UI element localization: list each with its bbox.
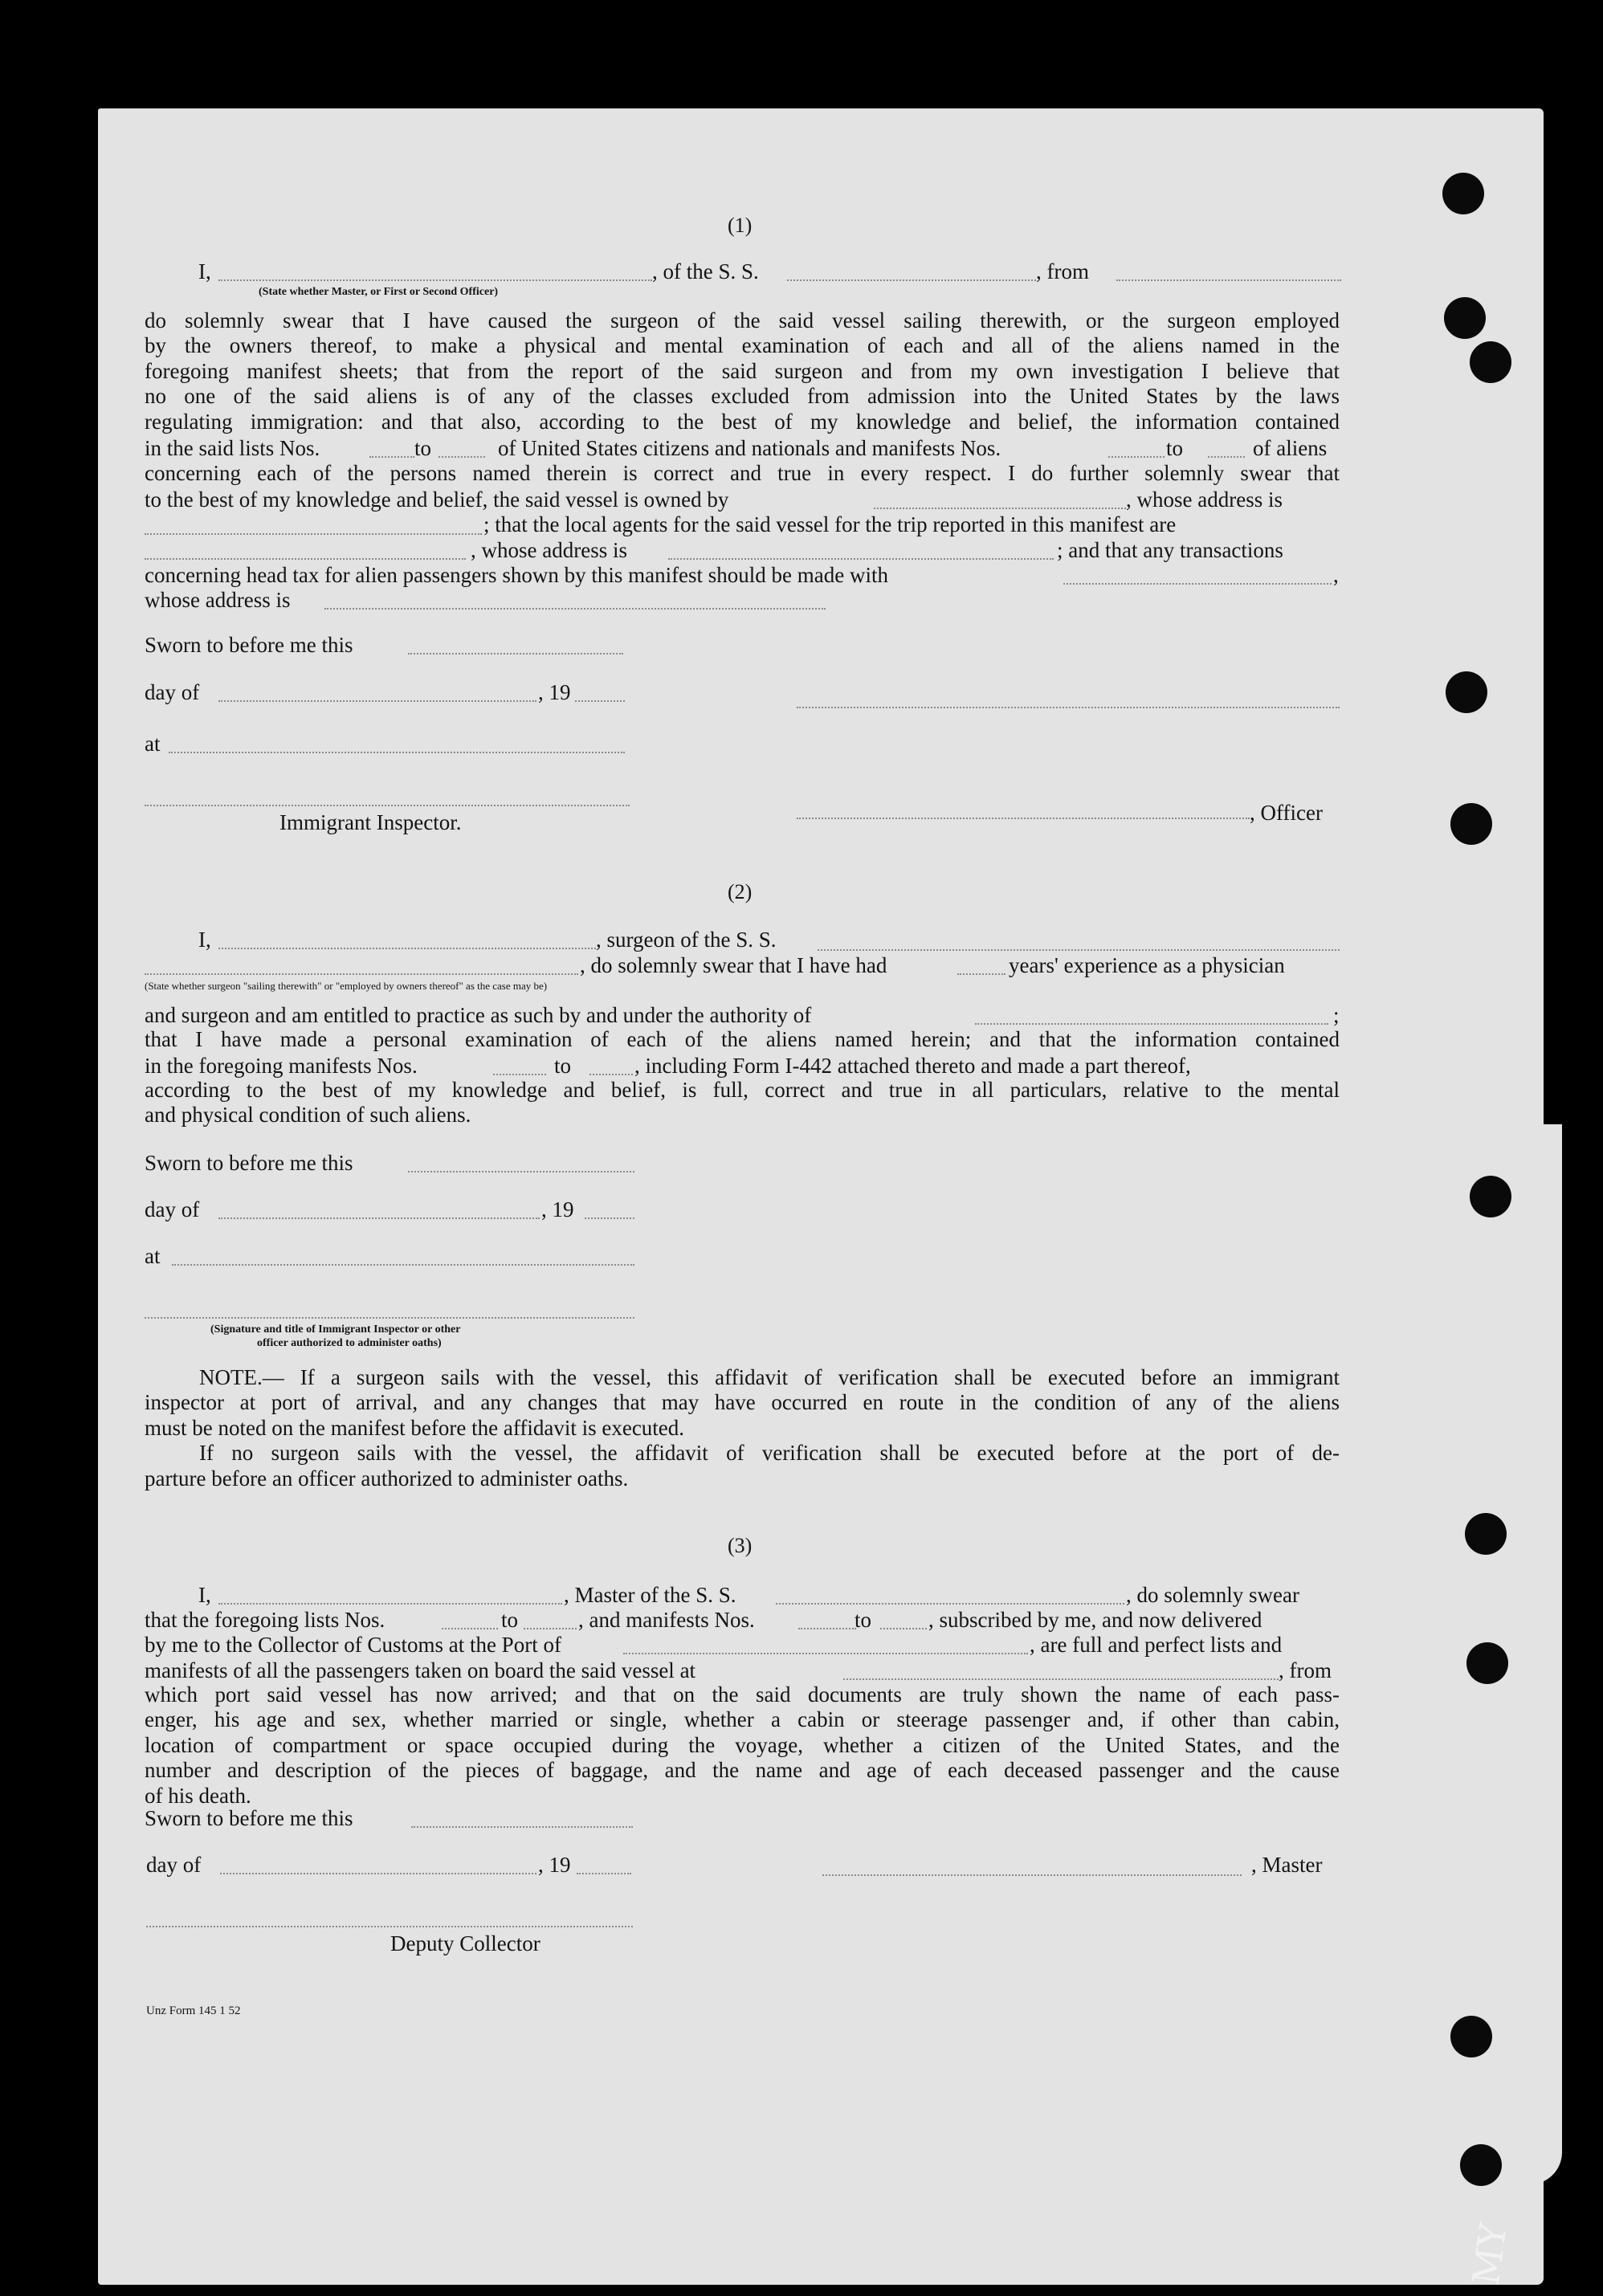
s3-oath-paragraph <box>145 1682 1340 1809</box>
s1-day-field[interactable] <box>218 700 536 702</box>
s1-officer-note: (State whether Master, or First or Second Officer) <box>259 286 499 298</box>
s2-manifests-to: to <box>554 1054 572 1078</box>
s1-whose-address-field[interactable] <box>324 608 826 610</box>
s3-master-label: , Master of the S. S. <box>564 1583 736 1607</box>
s1-head-tax-label: concerning head tax for alien passengers shown by this manifest should be made with <box>145 563 889 587</box>
s1-inspector-label: Immigrant Inspector. <box>279 810 462 834</box>
s3-lists-to-field[interactable] <box>524 1628 577 1629</box>
s2-sworn-date-field[interactable] <box>408 1171 634 1172</box>
s1-from-field[interactable] <box>1116 279 1341 281</box>
s2-day-of-label: day of <box>145 1197 200 1221</box>
s1-officer-signature-field[interactable] <box>797 707 1340 708</box>
s3-sworn-label: Sworn to before me this <box>145 1806 353 1830</box>
s3-collector-label: Deputy Collector <box>390 1931 540 1955</box>
s1-agents-address-field[interactable] <box>668 558 1054 560</box>
section-3-heading: (3) <box>728 1534 753 1557</box>
s3-board-field[interactable] <box>843 1678 1279 1680</box>
s2-manifests-label: in the foregoing manifests Nos. <box>145 1054 418 1078</box>
s1-correct-paragraph <box>145 461 1340 486</box>
section-1-heading: (1) <box>728 214 753 237</box>
punch-hole <box>1470 1176 1511 1217</box>
s3-subscribed-label: , subscribed by me, and now delivered <box>928 1608 1262 1632</box>
s2-vessel-field[interactable] <box>818 949 1340 951</box>
s3-port-label: by me to the Collector of Customs at the Port of <box>145 1633 561 1657</box>
s2-note-paragraph <box>145 1365 1340 1491</box>
document-page-edge <box>1514 1124 1562 2184</box>
s2-authority-semicolon: ; <box>1333 1003 1340 1027</box>
s2-at-label: at <box>145 1244 161 1268</box>
s1-transactions-label: ; and that any transactions <box>1057 538 1283 562</box>
s2-note-line: If no surgeon sails with the vessel, the affidavit of verification shall be executed before at the port of de- <box>199 1441 1340 1466</box>
s2-manifests-from-field[interactable] <box>493 1074 546 1075</box>
s1-agents-label: ; that the local agents for the said vessel for the trip reported in this manifest are <box>483 512 1177 536</box>
s3-manifests-from-field[interactable] <box>798 1628 856 1629</box>
s2-exam-paragraph <box>145 1027 1340 1052</box>
s3-lists-from-field[interactable] <box>442 1628 498 1629</box>
punch-hole <box>1450 2016 1492 2057</box>
s1-owner-address-label: , whose address is <box>1126 487 1283 512</box>
s1-oath-line: do solemnly swear that I have caused the surgeon of the said vessel sailing therewith, or the surgeon employed <box>145 308 1340 332</box>
s1-year-field[interactable] <box>575 700 625 702</box>
s1-oath-line: foregoing manifest sheets; that from the report of the said surgeon and from my own investigation I believe that <box>145 358 1340 383</box>
s1-i-label: I, <box>198 259 211 283</box>
s2-signature-note: officer authorized to administer oaths) <box>257 1337 442 1349</box>
s2-surgeon-label: , surgeon of the S. S. <box>596 928 777 952</box>
s1-agents-field[interactable] <box>145 558 466 560</box>
s1-oath-paragraph <box>145 308 1340 434</box>
s3-oath-line: which port said vessel has now arrived; and that on the said documents are truly shown the name of each pass- <box>145 1682 1340 1707</box>
s2-note-line: NOTE.— If a surgeon sails with the vessel, this affidavit of verification shall be executed before an immigrant <box>199 1365 1340 1389</box>
s3-master-signature-field[interactable] <box>822 1874 1242 1876</box>
s1-oath-line: by the owners thereof, to make a physical and mental examination of each and all of the aliens named in the <box>145 333 1340 358</box>
s1-sworn-label: Sworn to before me this <box>145 633 353 657</box>
punch-hole <box>1470 341 1511 383</box>
s1-officer-title-field[interactable] <box>797 818 1250 819</box>
s2-year-field[interactable] <box>585 1217 634 1219</box>
s2-note-line: must be noted on the manifest before the affidavit is executed. <box>145 1415 685 1440</box>
punch-hole <box>1444 297 1486 339</box>
s2-belief-line: according to the best of my knowledge and belief, is full, correct and true in all particulars, relative to the mental <box>145 1078 1340 1102</box>
s1-head-tax-field[interactable] <box>1063 583 1332 585</box>
s2-signature-note: (Signature and title of Immigrant Inspector or other <box>210 1323 461 1336</box>
s2-authority-label: and surgeon and am entitled to practice as such by and under the authority of <box>145 1003 812 1027</box>
s2-day-field[interactable] <box>218 1217 540 1219</box>
s2-experience-label: years' experience as a physician <box>1009 953 1285 977</box>
s2-manifests-to-field[interactable] <box>589 1074 633 1075</box>
s2-swear-label: , do solemnly swear that I have had <box>580 953 887 977</box>
s1-at-label: at <box>145 732 161 756</box>
s1-inspector-signature-field[interactable] <box>145 805 630 806</box>
s1-owner-address-field[interactable] <box>145 533 482 535</box>
s1-lists-from-field[interactable] <box>369 456 414 458</box>
s1-vessel-field[interactable] <box>787 279 1036 281</box>
punch-hole <box>1442 173 1484 214</box>
s3-manifests-to-field[interactable] <box>880 1628 927 1629</box>
s1-head-tax-comma: , <box>1333 563 1339 587</box>
s3-oath-line: enger, his age and sex, whether married or single, whether a cabin or steerage passenger and, if other than cabin, <box>145 1707 1340 1732</box>
s1-day-of-label: day of <box>145 680 200 704</box>
s3-full-lists-label: , are full and perfect lists and <box>1030 1633 1283 1657</box>
s2-belief-paragraph <box>145 1078 1340 1128</box>
s1-manifests-to: to <box>1166 436 1184 460</box>
s2-years-field[interactable] <box>957 973 1005 975</box>
s2-sworn-label: Sworn to before me this <box>145 1151 353 1175</box>
s1-manifests-to-field[interactable] <box>1208 456 1245 458</box>
s1-of-ss-label: , of the S. S. <box>652 259 759 283</box>
s2-belief-line: and physical condition of such aliens. <box>145 1103 471 1128</box>
s2-surgeon-note: (State whether surgeon "sailing therewith" or "employed by owners thereof" as the case may be) <box>145 980 548 992</box>
s2-form-label: , including Form I-442 attached thereto and made a part thereof, <box>634 1054 1191 1078</box>
s3-from-label: , from <box>1279 1658 1332 1682</box>
s2-signature-field[interactable] <box>145 1317 634 1319</box>
s1-aliens-label: of aliens <box>1253 436 1328 460</box>
punch-hole <box>1450 803 1492 845</box>
s1-lists-label: in the said lists Nos. <box>145 436 320 460</box>
s2-year-label: , 19 <box>541 1197 574 1221</box>
s2-note-line: parture before an officer authorized to administer oaths. <box>145 1466 629 1491</box>
s3-year-field[interactable] <box>577 1873 631 1874</box>
s3-master-sig-label: , Master <box>1251 1853 1323 1877</box>
s3-oath-line: location of compartment or space occupied during the voyage, whether a citizen of the United States, and the <box>145 1732 1340 1757</box>
s2-note-line: inspector at port of arrival, and any changes that may have occurred en route in the condition of any of the aliens <box>145 1390 1340 1415</box>
s2-surgeon-name-field[interactable] <box>218 948 596 949</box>
punch-hole <box>1460 2144 1502 2186</box>
punch-hole <box>1446 671 1487 713</box>
s1-oath-line: regulating immigration: and that also, according to the best of my knowledge and belief, the information contained <box>145 409 1340 434</box>
s1-owned-label: to the best of my knowledge and belief, the said vessel is owned by <box>145 487 729 512</box>
s1-manifests-from-field[interactable] <box>1108 456 1165 458</box>
s1-year-label: , 19 <box>538 680 571 704</box>
s1-correct-line: concerning each of the persons named therein is correct and true in every respect. I do further solemnly swear that <box>145 461 1340 485</box>
s3-manifests-to: to <box>855 1608 872 1632</box>
s2-i-label: I, <box>198 928 211 952</box>
s1-officer-field[interactable] <box>218 279 652 281</box>
s1-lists-to-field[interactable] <box>438 456 485 458</box>
s3-i-label: I, <box>198 1583 211 1607</box>
s3-master-name-field[interactable] <box>218 1603 562 1605</box>
s3-day-field[interactable] <box>220 1873 536 1874</box>
s3-collector-signature-field[interactable] <box>146 1926 633 1927</box>
s3-manifests-label: , and manifests Nos. <box>578 1608 755 1632</box>
s1-oath-line: no one of the said aliens is of any of the classes excluded from admission into the United States by the laws <box>145 384 1340 409</box>
s3-year-label: , 19 <box>538 1853 571 1877</box>
s1-lists-to: to <box>414 436 432 460</box>
s2-exam-line: that I have made a personal examination of each of the aliens named herein; and that the information contained <box>145 1027 1340 1051</box>
s2-at-field[interactable] <box>172 1264 634 1266</box>
s3-port-field[interactable] <box>623 1653 1028 1654</box>
s3-sworn-date-field[interactable] <box>411 1826 633 1828</box>
s1-owner-field[interactable] <box>874 508 1126 509</box>
margin-handwriting: MY <box>1463 2220 1515 2289</box>
section-2-heading: (2) <box>728 880 753 903</box>
s1-sworn-date-field[interactable] <box>408 653 623 655</box>
s3-lists-label: that the foregoing lists Nos. <box>145 1608 385 1632</box>
s3-oath-line: of his death. <box>145 1783 251 1808</box>
s3-vessel-field[interactable] <box>776 1603 1124 1605</box>
s1-at-field[interactable] <box>169 752 625 753</box>
punch-hole <box>1465 1513 1507 1555</box>
s3-day-of-label: day of <box>146 1853 202 1877</box>
s1-agents-address-label: , whose address is <box>471 538 627 562</box>
s1-citizens-label: of United States citizens and nationals and manifests Nos. <box>498 436 1001 460</box>
s1-whose-address-label: whose address is <box>145 588 291 612</box>
s1-from-label: , from <box>1036 259 1089 283</box>
s3-swear-label: , do solemnly swear <box>1126 1583 1299 1607</box>
s1-officer-label: , Officer <box>1250 801 1323 825</box>
punch-hole <box>1466 1642 1508 1684</box>
s2-surgeon-type-field[interactable] <box>145 973 578 975</box>
s3-board-label: manifests of all the passengers taken on board the said vessel at <box>145 1658 696 1682</box>
s3-oath-line: number and description of the pieces of baggage, and the name and age of each deceased passenger and the cause <box>145 1758 1340 1783</box>
s2-authority-field[interactable] <box>975 1023 1328 1025</box>
s3-lists-to: to <box>501 1608 519 1632</box>
form-number: Unz Form 145 1 52 <box>146 2004 241 2017</box>
